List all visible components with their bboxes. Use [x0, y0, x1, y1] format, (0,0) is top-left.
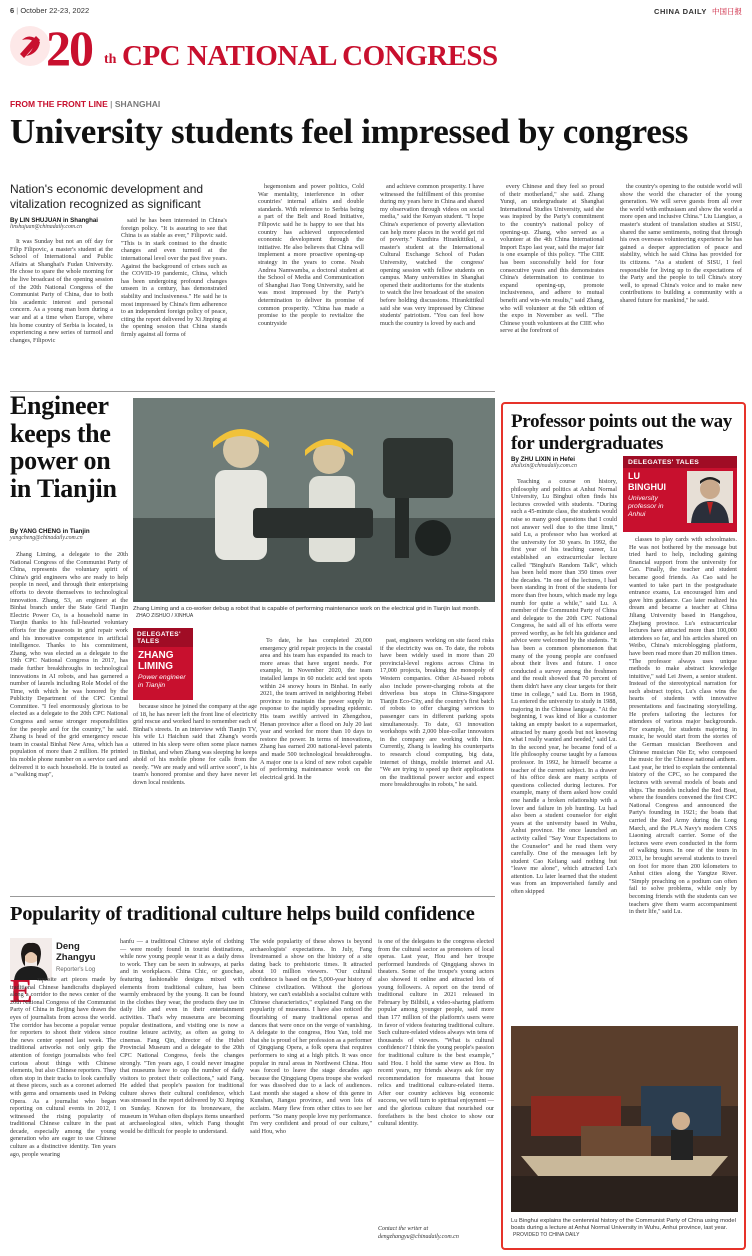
brand-name: CHINA DAILY [654, 7, 707, 16]
contact-block [378, 1226, 494, 1241]
story4-col3: The wide popularity of these shows is beyond archaeologists' expectations. In July, Fang livestreamed a show on the history of a site dating back to prehistoric times. It attracted about 10 million viewers. "Our cultural confidence is based on the 5,000-year history of Chinese civilization. Without the glorious history, we can't establish a socialist culture with Chinese characteristics," explained Fang on the popularity of museums. I have also noticed the flourishing of many traditional operas and dances that were once on the verge of vanishing. A delegate to the congress, Hou Yan, told me that she is proud of her profession as a performer of Qingqiang Opera, a folk opera that requires performers to sing at a high pitch. It was once popular in rural areas in Northwest China. Hou was forced to leave the stage decades ago because the Qingqiang Opera troupe she worked for was dissolved due to a lack of audiences. Last month she staged a show of this genre in Kunshan, Jiangsu province, and won lots of acclaim. Many flew from other cities to see her perform. "So many people love my performance. I'm very confident and proud of our culture," said Hou, who [250, 938, 372, 1135]
story2-photo-credit: ZHAO ZISHUO / XINHUA [136, 613, 194, 619]
contact-email[interactable]: dengzhangyu@chinadaily.com.cn [378, 1233, 459, 1240]
delegate-tag-role: Power engineer in Tianjin [138, 674, 186, 689]
story4-col2: hanfu — a traditional Chinese style of clothing — were mostly found in tourist destinations, while now young people wear it as a daily dress to work. They can be seen in subways, at parks and in workplaces. China Chic, or guochao, featuring fashionable designs mixed with elements from traditional culture, has been warmly embraced by the young. It can be found in the clothes they wear, the products they use in daily life and even in their entertainment activities. That's why museums are becoming popular destinations, and visiting one is now a routine leisure activity, as often as going to cinemas. Fang Qin, director of the Hubei Provincial Museum and a delegate to the 20th CPC National Congress, feels the changes strongly. "Ten years ago, I could never imagine that museums have to cap the number of daily visitors to protect their collections," said Fang. He added that people's passion for traditional culture shows their cultural confidence, which was stressed in the report delivered by Xi Jinping on Sunday. Known for its bronzeware, the museum in Wuhan often displays items unearthed at archaeological sites, which Fang thought would be difficult for people to understand. [120, 938, 244, 1135]
brand-name-cn: 中国日报 [712, 7, 742, 16]
story2-delegate-tag [133, 628, 193, 700]
author-name: Deng Zhangyu [56, 941, 96, 963]
story1-byline: By LIN SHUJUAN in Shanghai [10, 217, 99, 224]
story3-headline: Professor points out the way for undergraduates [511, 411, 733, 454]
story3-col2: classes to play cards with schoolmates. He was not bothered by the message but tried hard to help, including gaining financial support from the university for Cao. Finally, the teacher and student became good friends. As Cao said he wanted to take part in the postgraduate entrance exams, Lu encouraged him and gave him guidance. Cao later realized his dream and became a teacher at China Jiliang University based in Hangzhou, Zhejiang province. Lu's extracurricular lectures have attracted more than 100,000 attendees so far, and his articles shared on Weibo, China's microblogging platform, have been read more than 20 million times. "The professor always uses unique methods to make abstract knowledge intuitive," said Lei Jiwen, a senior student. Instead of the stereotypical narration for such abstract topics, Lu's class wins the hearts of students with innovative presentations and fascinating storytelling. He prefers tailoring the lectures for attendees of various major backgrounds. For example, for students majoring in music, he would start from the stories of the German musician Beethoven and Chinese musician Nie Er, who composed the music for the Chinese national anthem. Last year, he tried to explain the centennial history of the CPC, so he compared the lectures with several models of boats and ships. The models included the Red Boat, where the founders convened the first CPC National Congress and announced the Party's founding in 1921; the boats that carried the Red Army during the Long March, and the PLA Navy's modern CNS Liaoning aircraft carrier. Some of the lectures were even conducted in the form of walking tours. In one of the tours in 2013, he brought several students to travel on foot for more than 200 kilometers to Anhui cities along the Yangtze River. "Simply preaching on a podium can often fail to solve problems, while only by becoming friends with the students can we teachers give them warm accompaniment in their life," said Lu. [629, 536, 737, 916]
contact-label: Contact the writer at [378, 1226, 429, 1232]
story2-col4: past, engineers working on site faced risks if the electricity was on. To date, the robots have been widely used in more than 20 provincial-level regions across China in 17,000 projects, breaking the monopoly of Western companies. Other AI-based robots also include power-charging robots at the driverless bus stops in China-Singapore Tianjin Eco-City, and the country's first batch of robots to offer charging services to passenger cars in different parking spots simultaneously. To date, 63 innovation workshops with 2,000 blue-collar innovators in the company are working with him. Currently, Zhang is leading his counterparts to research cloud computing, big data, internet of things, mobile internet and AI. "We are trying to speed up their applications on the traditional power sector and expect more breakthroughs in robots," he said. [380, 637, 494, 789]
congress-number-suffix: th [104, 52, 117, 67]
story1-col3: hegemonism and power politics, Cold War mentality, interference in other countries' internal affairs and double standards. With reference to Serbia being a part of the Belt and Road Initiative, Filipovic said he is happy to see that his country has achieved unprecedented economic development through the initiative. He also believes that China will implement a more proactive opening-up strategy in the years to come. Noah Andrea Namwamba, a doctoral student at the School of Media and Communication of Shanghai Jiao Tong University, said he was most impressed by the Party's determination to deliver its promise of common prosperity. "China has made a promise to the people to revitalize the countryside [258, 183, 364, 327]
story1-headline: University students feel impressed by congress [10, 112, 689, 151]
delegate-portrait-icon [687, 471, 733, 523]
page-header: 6 | October 22-23, 2022 CHINA DAILY 中国日报 [10, 6, 742, 16]
story2-email[interactable]: yangcheng@chinadaily.com.cn [10, 535, 83, 541]
delegate-tag-name: LU BINGHUI [628, 471, 666, 492]
engineers-robot-image [133, 398, 495, 602]
author-block [10, 938, 110, 978]
story3-caption-text: Lu Binghui explains the centennial history of the Communist Party of China using model boats during a lecture at Anhui Normal University in Wuhu, Anhui province, last year. [511, 1218, 736, 1231]
story3-email[interactable]: zhulixin@chinadaily.com.cn [511, 463, 577, 469]
story3-photo [511, 1026, 738, 1212]
delegate-tag-label: DELEGATES' TALES [133, 628, 193, 647]
story3-col1: Teaching a course on history, philosophy and politics at Anhui Normal University, Lu Binghui often finds his lectures crowded with students. "During such a 45-minute class, the students would raise so many good questions that I could not answer well due to the time limit," said Lu, a professor who has worked at the university for 30 years. In 1992, the first year of his teaching career, Lu established an extracurricular lecture called "Binghui's Random Talk", which has been held more than 350 times over the decades. "In one of the lectures, I had been standing in front of the students for more than five hours, which made my legs numb for quite a while," said Lu. A member of the Communist Party of China and delegate to the 20th CPC National Congress, he said all of his efforts were proved worthy, as he felt his guidance and advice were welcomed by the students. "It has been a common phenomenon that many of the young people are confused about their lives and future. I once conducted a survey among the freshmen and the result showed that 70 percent of them didn't have any clear targets for their time in college," said Lu. Born in 1968, Lu entered the university to study in 1988, majoring in the Chinese language. "At the beginning, I was kind of like a customer taking an empty basket to a supermarket, attracted by many goods but not knowing what I really wanted and needed," said Lu. In the second year, he became fond of a life philosophy course taught by a famous professor. In 1992, he himself became a teacher of the current subject. In a drawer of his office desk are many scripts of questions collected during lectures. For example, many of them asked how could one handle a broken relationship with a lover and failure in job hunting. Lu had also been a student counselor for eight years at the university based in Wuhu, Anhui province. He once launched an activity called "Say Your Expectations to the Counselor" and he read them very carefully. One of the messages left by student Cao Keliang said nothing but "leave me alone", which attracted Lu's attention. Lu later learned that the student was from an impoverished family and often skipped [511, 478, 617, 896]
story2-headline: Engineer keeps the power on in Tianjin [10, 391, 117, 503]
author-role: Reporter's Log [56, 967, 96, 973]
delegate-tag-label: DELEGATES' TALES [623, 456, 737, 468]
story1-col2: said he has been interested in China's foreign policy. "It is assuring to see that China is as stable as ever," Filipovic said. "This is in stark contrast to the drastic changes and even turmoil at the international level over the past five years. Against the background of crises such as the COVID-19 pandemic, China, which has been undergoing profound changes unseen in a century, has demonstrated stability and inclusiveness." He said he is most impressed by China's firm adherence to an independent foreign policy of peace, citing the report delivered by Xi Jinping at the opening session that China stands firmly against all forms of [121, 217, 227, 338]
page-number: 6 [10, 6, 15, 15]
story2-photo [133, 398, 495, 602]
story3-caption [511, 1218, 739, 1239]
divider-2 [10, 896, 495, 897]
story4-dropcap: E [10, 973, 33, 1010]
story3-photo-credit: PROVIDED TO CHINA DAILY [513, 1232, 580, 1238]
story2-col3: To date, he has completed 20,000 emergency grid repair projects in the coastal area and his team has expanded its reach to more areas that have urgent needs. For example, in November 2020, the team installed lamps in 60 nucleic acid test spots within 24 snowy hours in Binhai. In early 2021, the team arrived in neighboring Hebei province to maintain the power supply in response to the rapidly spreading epidemic. His team swiftly arrived in Zhengzhou, Henan province after a flood on July 20 last year and worked for more than 10 days to restore the power. In terms of innovations, Zhang has earned 200 national-level patents and made 500 technological breakthroughs. A major one is a kind of new robot capable of performing maintenance work on the electrical grid. In the [260, 637, 372, 781]
story2-col2: because since he joined the company at the age of 18, he has never left the front line of electricity grid rescue and worked hard to remember each of Binhai's streets. In an interview with Tianjin TV, his wife Li Haichun said that Zhang's words uttered in his sleep were often some place names in Binhai, and when Zhang was sleeping he keeps ahold of his mobile phone for calls from the needy. "We are ready and will arrive soon", is his team's honored promise and they have never let down local residents. [133, 703, 257, 786]
story2-caption [133, 606, 495, 620]
masthead-title: CPC NATIONAL CONGRESS [122, 40, 498, 72]
story4-headline: Popularity of traditional culture helps build confidence [10, 903, 475, 925]
story1-email[interactable]: linshujuan@chinadaily.com.cn [10, 224, 82, 230]
story1-byline-block [10, 217, 110, 230]
story2-col1: Zhang Liming, a delegate to the 20th National Congress of the Communist Party of China, represents the voluntary spirit of China's grid engineers who are ready to help people in need, and through their enterprising efforts to devote themselves to technological innovation. Zhang, 53, an engineer at the Binhai branch under the State Grid Tianjin Electric Power Co, is a household name in Tianjin thanks to his full-hearted voluntary efforts for the grassroots in grid repair work and his innovative competence in artificial intelligence. Thanks to his commitment, Zhang, who was elected as a delegate to the 19th CPC National Congress in 2017, has made further breakthroughs in technological innovations in AI robots, and has garnered a number of laurels including Role Model of the Time, with which he was honored by the Publicity Department of the CPC Central Committee. "I feel enormously glorious to be elected as a delegate to the 20th CPC National Congress and sense stronger responsibilities for the people and for the country," he said. Zhang is head of the grid emergency rescue team in coastal Binhai New Area, which has a population of more than 2 million. He printed his mobile phone number on a service card and delivered it to each household. He is touted as a "walking map", [10, 551, 128, 779]
story3-byline-block [511, 456, 621, 469]
story1-col1: It was Sunday but not an off day for Filip Filipovic, a master's student at the School of International and Public Affairs at Shanghai's Fudan University. He chose to spare the whole morning for the live broadcast of the opening session of the 20th National Congress of the Communist Party of China, due to both his academic interest and personal concern. As a young man born during a war and at a time when Europe, where his home country of Serbia is located, is experiencing a new series of turmoil and changes, Filipovic [10, 238, 113, 344]
story4-col1: xquisite art pieces made by traditional Chinese handicrafts displayed along a corridor to the news center of the 20th National Congress of the Communist Party of China in Beijing have drawn the eyes of journalists from across the world. The corridor has become a popular venue for reporters to shoot their videos since the news center opened last week. The traditional artworks not only grip the attention of foreign journalists who feel curious about things with Chinese elements, but also Chinese reporters. They often stop in their tracks to look carefully at these pieces, such as a coronet adorned with gems and ornaments used in Peking Opera. As a journalist who began reporting on cultural events in 2012, I witnessed the rising popularity of traditional Chinese culture in the past decade, especially among the young generation who are eager to use Chinese culture as a distinctive identity. Ten years ago, people wearing [10, 976, 116, 1158]
section-kicker: FROM THE FRONT LINE | SHANGHAI [10, 99, 161, 109]
congress-number: 20 [46, 20, 92, 76]
story1-subhead: Nation's economic development and vitalization recognized as significant [10, 182, 204, 211]
story2-byline: By YANG CHENG in Tianjin [10, 528, 90, 535]
story4-col4: is one of the delegates to the congress elected from the cultural sector as promoters of local operas. Last year, Hou and her troupe performed hundreds of Qingqiang shows in theaters. Some of the troupe's young actors also showed it online and attracted lots of young followers. A report on the trend of traditional culture in 2021 released in February by Bilibili, a video-sharing platform popular among younger people, said more than 177 million of the platform's users were in favor of videos featuring traditional culture. Such culture-related videos always win tens of thousands of viewers. "What is cultural confidence? I think the young people's passion for traditional culture is the best example," said Hou. I hold the same view as Hou. In recent years, my friends always ask for my recommendation for museums that house relics and traditional culture-related items. After our country achieves big economic success, we will turn to spiritual enjoyment — and the glorious culture that nourished our forefathers is the best choice to show our cultural identity. [378, 938, 494, 1128]
story1-col4: and achieve common prosperity. I have witnessed the fulfillment of this promise during my years here in China and shared my observation through videos on social media," said the Kenyan student. "I hope China's experience of poverty alleviation can help more places in the world get rid of poverty." Kunthira Hirankittikul, a master's student at the International Cultural Exchange School of Fudan University, watched the congress' opening session with fellow students on campus. Many universities in Shanghai opened their auditoriums for the students to watch the live broadcast of the session before holding discussions. Hirankittikul said she was very impressed by Chinese students' patriotism. "You can feel how much the country is loved by each and [380, 183, 484, 327]
kicker-label: FROM THE FRONT LINE [10, 99, 108, 109]
story1-col5: every Chinese and they feel so proud of their motherland," she said. Zhang Yunqi, an undergraduate at Shanghai International Studies University, said she was inspired by the Party's commitment to the country's national policy of opening-up. Zhang, who served as a volunteer at the 4th China International Import Expo last year, said the major fair is one example of this policy. "The CIIE has been successfully held for four consecutive years and this demonstrates China's determination to continue to expand opening-up, promote inclusiveness, and adhere to mutual benefit and win-win results," said Zhang, who will volunteer at the 5th edition of the expo in November as well. "The Chinese youth volunteers at the CIIE who serve at the forefront of [500, 183, 604, 335]
delegate-tag-name: ZHANG LIMING [138, 650, 174, 672]
issue-date: October 22-23, 2022 [20, 6, 90, 15]
model-boat-lecture-image [511, 1026, 738, 1212]
story3-delegate-tag [623, 456, 737, 532]
kicker-location: SHANGHAI [114, 99, 161, 109]
masthead [6, 20, 746, 92]
story2-byline-block [10, 528, 130, 541]
story2-caption-text: Zhang Liming and a co-worker debug a robot that is capable of performing maintenance work on the electrical grid in Tianjin last month. [133, 606, 481, 612]
delegate-tag-role: University professor in Anhui [628, 495, 664, 518]
story3-byline: By ZHU LIXIN in Hefei [511, 456, 575, 463]
story1-col6: the country's opening to the outside world will show the world the character of the young generation. We will serve guests from all over the world with enthusiasm and show the world a more open and inclusive China." Liu Liangtao, a master's student of translation studies at SISU, shared the same sentiments, noting that through his own overseas volunteering experience he has gained a deeper appreciation of peace and stability, which he said China has provided for its citizens. "As a student of SISU, I feel responsible for living up to the expectations of the Party and the people to tell China's story well, to spread China's voice and to make new contributions to building a community with a shared future for mankind," he said. [620, 183, 742, 304]
